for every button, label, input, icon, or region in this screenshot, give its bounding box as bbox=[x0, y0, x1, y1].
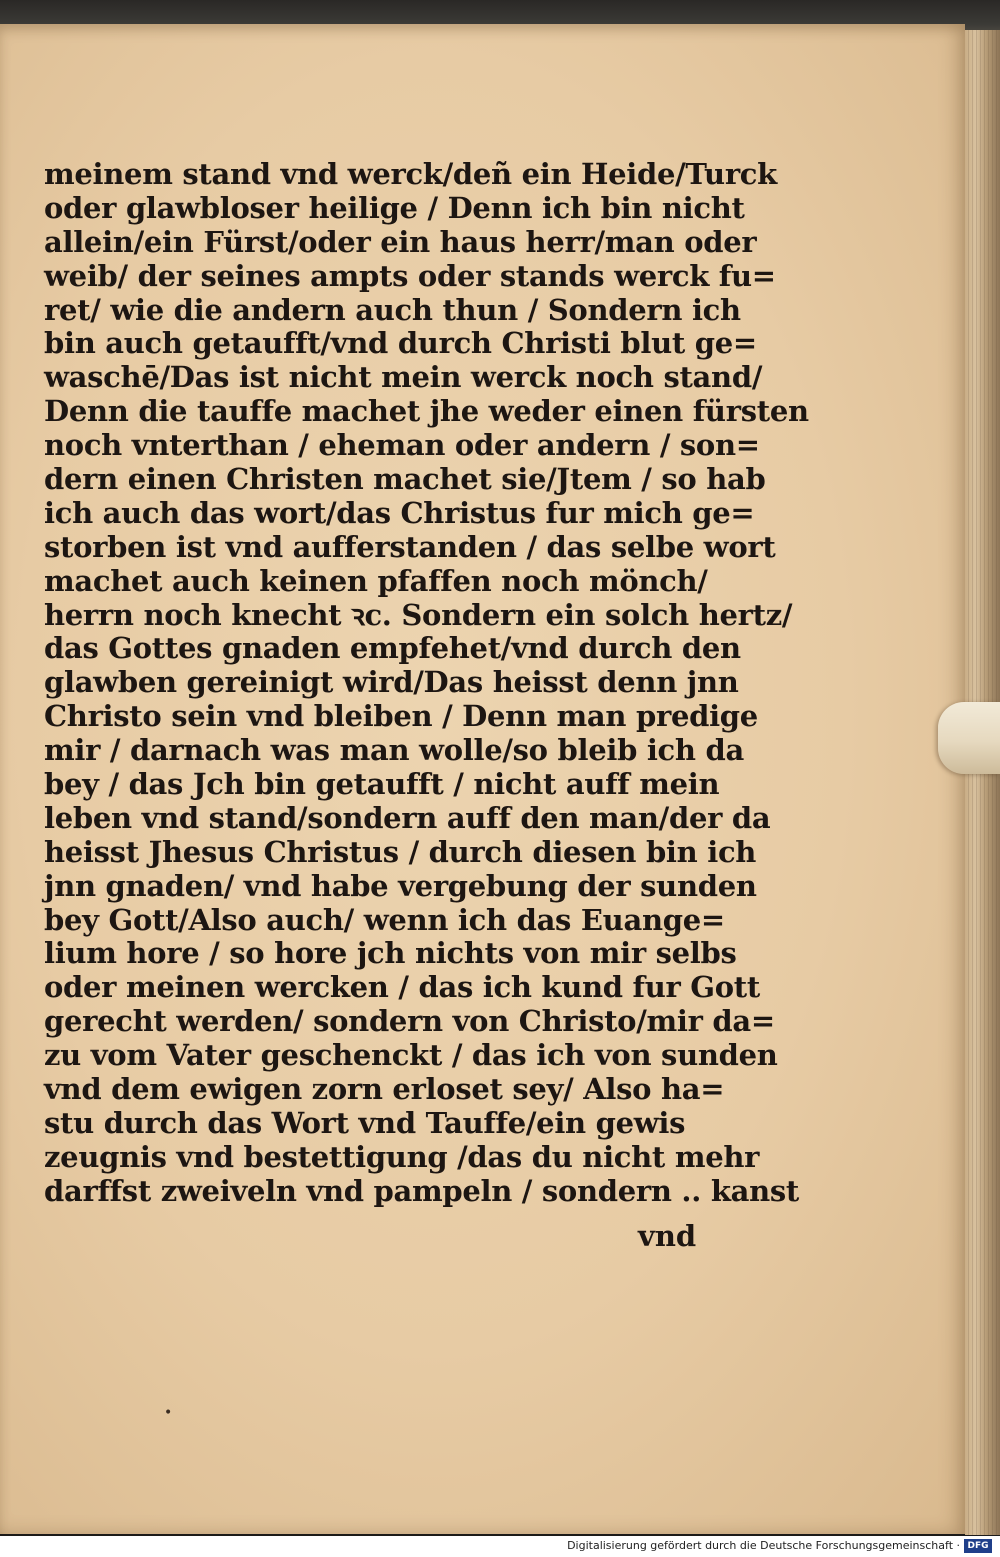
text-line: dern einen Christen machet sie/Jtem / so hab bbox=[44, 462, 766, 497]
text-line: bey / das Jch bin getaufft / nicht auff mein bbox=[44, 767, 720, 802]
text-line: mir / darnach was man wolle/so bleib ich da bbox=[44, 733, 744, 768]
page-edge-lines bbox=[968, 30, 998, 1535]
catchword: vnd bbox=[638, 1219, 697, 1253]
text-line: meinem stand vnd werck/deñ ein Heide/Turck bbox=[44, 157, 777, 191]
text-line: herrn noch knecht ꝛc. Sondern ein solch hertz/ bbox=[44, 597, 793, 632]
text-line: jnn gnaden/ vnd habe vergebung der sunden bbox=[44, 868, 757, 903]
footer-bar bbox=[0, 1536, 1000, 1557]
text-line: ich auch das wort/das Christus fur mich ge= bbox=[44, 495, 755, 530]
text-line: oder meinen wercken / das ich kund fur Gott bbox=[44, 970, 760, 1005]
text-line: gerecht werden/ sondern von Christo/mir da= bbox=[44, 1004, 775, 1039]
text-line: oder glawbloser heilige / Denn ich bin nicht bbox=[44, 190, 745, 225]
text-line: lium hore / so hore jch nichts von mir selbs bbox=[44, 936, 737, 971]
text-line: storben ist vnd aufferstanden / das selbe wort bbox=[44, 529, 776, 564]
text-line: leben vnd stand/sondern auff den man/der da bbox=[44, 800, 771, 835]
text-line: bey Gott/Also auch/ wenn ich das Euange= bbox=[44, 902, 725, 937]
text-line: waschē/Das ist nicht mein werck noch stand/ bbox=[44, 360, 763, 395]
page-tab-marker bbox=[938, 702, 1000, 774]
text-line: darffst zweiveln vnd pampeln / sondern .. kanst bbox=[44, 1173, 800, 1208]
text-line: allein/ein Fürst/oder ein haus herr/man oder bbox=[44, 224, 757, 259]
text-line: ret/ wie die andern auch thun / Sondern ich bbox=[44, 292, 741, 327]
text-line: Denn die tauffe machet jhe weder einen fürsten bbox=[44, 394, 809, 429]
text-line: weib/ der seines ampts oder stands werck fu= bbox=[44, 258, 776, 293]
footer-credit: Digitalisierung gefördert durch die Deutsche Forschungsgemeinschaft · bbox=[567, 1539, 960, 1552]
dfg-logo-icon: DFG bbox=[964, 1539, 992, 1553]
text-line: zu vom Vater geschenckt / das ich von sunden bbox=[44, 1038, 778, 1073]
ink-speck: • bbox=[164, 1405, 173, 1421]
text-line: zeugnis vnd bestettigung /das du nicht mehr bbox=[44, 1139, 760, 1174]
body-text bbox=[44, 157, 809, 1209]
text-line: Christo sein vnd bleiben / Denn man predige bbox=[44, 699, 758, 734]
text-line: bin auch getaufft/vnd durch Christi blut ge= bbox=[44, 326, 757, 361]
text-line: stu durch das Wort vnd Tauffe/ein gewis bbox=[44, 1105, 686, 1140]
text-line: noch vnterthan / eheman oder andern / son= bbox=[44, 428, 760, 463]
text-line: das Gottes gnaden empfehet/vnd durch den bbox=[44, 631, 741, 666]
text-line: machet auch keinen pfaffen noch mönch/ bbox=[44, 563, 708, 598]
text-line: heisst Jhesus Christus / durch diesen bin ich bbox=[44, 834, 757, 869]
text-line: glawben gereinigt wird/Das heisst denn jnn bbox=[44, 665, 739, 700]
text-line: vnd dem ewigen zorn erloset sey/ Also ha= bbox=[44, 1072, 725, 1107]
